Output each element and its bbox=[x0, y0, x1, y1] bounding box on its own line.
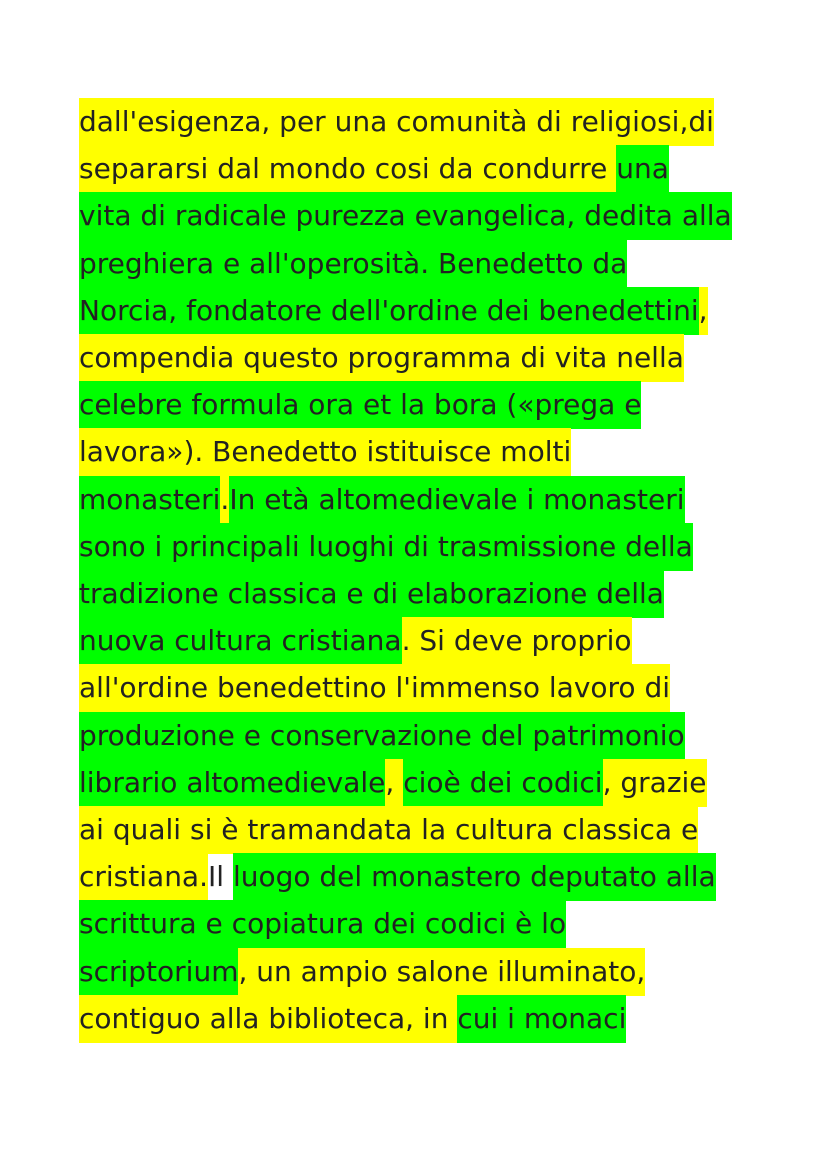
text-line bbox=[79, 334, 684, 382]
text-line bbox=[79, 948, 645, 996]
text-line bbox=[79, 98, 714, 146]
yellow-highlight-segment: , grazie bbox=[603, 759, 707, 807]
yellow-highlight-segment: separarsi dal mondo cosi da condurre bbox=[79, 145, 616, 193]
green-highlight-segment: celebre formula ora et la bora («prega e bbox=[79, 381, 641, 429]
text-line bbox=[79, 145, 669, 193]
green-highlight-segment: Norcia, fondatore dell'ordine dei benedettini bbox=[79, 287, 699, 335]
text-line bbox=[79, 240, 627, 288]
yellow-highlight-segment: lavora»). Benedetto istituisce molti bbox=[79, 428, 571, 476]
text-line bbox=[79, 381, 641, 429]
text-line bbox=[79, 523, 693, 571]
green-highlight-segment: scriptorium bbox=[79, 948, 238, 996]
green-highlight-segment: librario altomedievale bbox=[79, 759, 385, 807]
text-line bbox=[79, 570, 664, 618]
green-highlight-segment: cioè dei codici bbox=[403, 759, 602, 807]
green-highlight-segment: vita di radicale purezza evangelica, dedita alla bbox=[79, 192, 732, 240]
yellow-highlight-segment: , bbox=[699, 287, 708, 335]
yellow-highlight-segment: ai quali si è tramandata la cultura classica e bbox=[79, 806, 698, 854]
green-highlight-segment: In età altomedievale i monasteri bbox=[229, 476, 684, 524]
text-line bbox=[79, 476, 685, 524]
yellow-highlight-segment: , un ampio salone illuminato, bbox=[238, 948, 645, 996]
text-line bbox=[79, 617, 632, 665]
yellow-highlight-segment: contiguo alla biblioteca, in bbox=[79, 995, 457, 1043]
green-highlight-segment: una bbox=[616, 145, 669, 193]
green-highlight-segment: cui i monaci bbox=[457, 995, 626, 1043]
green-highlight-segment: nuova cultura cristiana bbox=[79, 617, 402, 665]
green-highlight-segment: preghiera e all'operosità. Benedetto da bbox=[79, 240, 627, 288]
yellow-highlight-segment: dall'esigenza, per una comunità di religiosi,di bbox=[79, 98, 714, 146]
text-line bbox=[79, 428, 571, 476]
green-highlight-segment: sono i principali luoghi di trasmissione della bbox=[79, 523, 693, 571]
green-highlight-segment: monasteri bbox=[79, 476, 220, 524]
text-line bbox=[79, 664, 670, 712]
green-highlight-segment: scrittura e copiatura dei codici è lo bbox=[79, 900, 566, 948]
text-line bbox=[79, 995, 626, 1043]
text-line bbox=[79, 759, 707, 807]
green-highlight-segment: luogo del monastero deputato alla bbox=[233, 853, 716, 901]
text-line bbox=[79, 712, 685, 760]
yellow-highlight-segment: cristiana. bbox=[79, 853, 208, 901]
text-line bbox=[79, 900, 566, 948]
text-line bbox=[79, 287, 708, 335]
text-line bbox=[79, 806, 698, 854]
yellow-highlight-segment: all'ordine benedettino l'immenso lavoro di bbox=[79, 664, 670, 712]
yellow-highlight-segment: . Si deve proprio bbox=[402, 617, 632, 665]
yellow-highlight-segment: . bbox=[220, 476, 229, 524]
yellow-highlight-segment: , bbox=[385, 759, 403, 807]
yellow-highlight-segment: compendia questo programma di vita nella bbox=[79, 334, 684, 382]
text-line bbox=[79, 853, 716, 901]
green-highlight-segment: produzione e conservazione del patrimonio bbox=[79, 712, 685, 760]
green-highlight-segment: tradizione classica e di elaborazione della bbox=[79, 570, 664, 618]
text-line bbox=[79, 192, 732, 240]
plain-text-segment: Il bbox=[208, 860, 233, 894]
